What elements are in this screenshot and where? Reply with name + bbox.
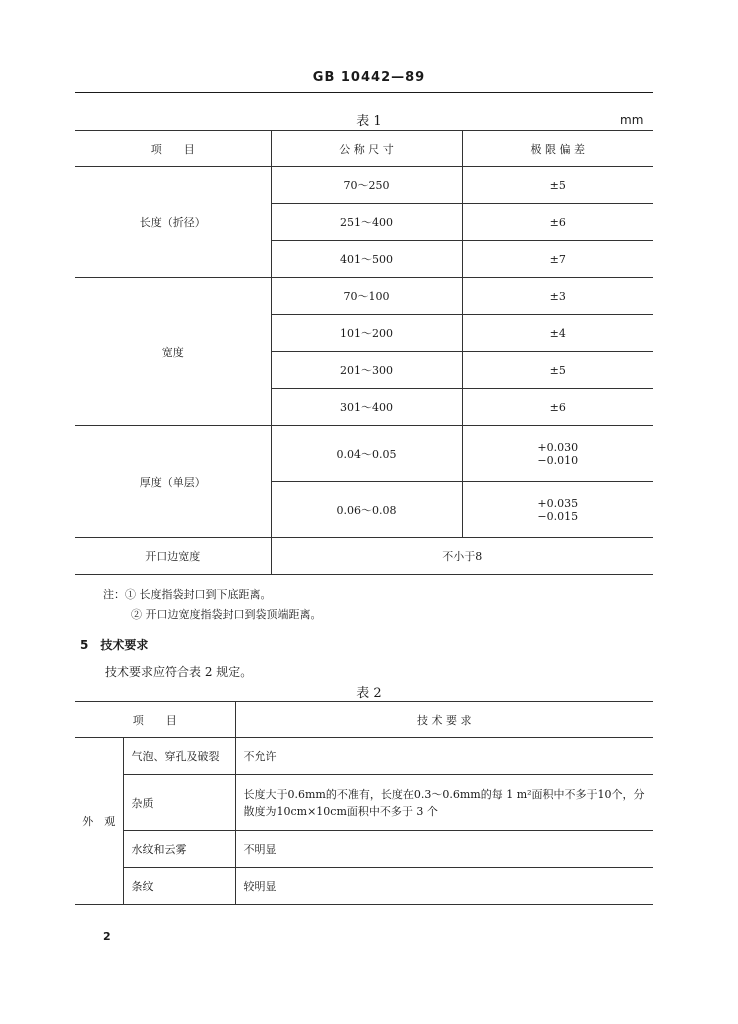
requirement-line-2: 散度为10cm×10cm面积中不多于 3 个: [243, 804, 438, 818]
table1-opening-value: 不小于8: [271, 538, 653, 575]
table2-requirement: 不明显: [235, 831, 653, 868]
table1-size: 0.06～0.08: [271, 482, 462, 538]
table1-size: 0.04～0.05: [271, 426, 462, 482]
note-1: 注：① 长度指袋封口到下底距离。: [103, 588, 272, 601]
requirement-line-1: 长度大于0.6mm的不准有，长度在0.3～0.6mm的每 1 m²面积中不多于10个，分: [243, 787, 645, 801]
table2-group-appearance: 外 观: [75, 738, 123, 905]
table2-requirement: [235, 775, 653, 831]
table2-caption: 表 2: [356, 686, 382, 701]
table1-tolerance: ±7: [462, 241, 653, 278]
note-2: ② 开口边宽度指袋封口到袋顶端距离。: [131, 608, 322, 621]
tolerance-lower: −0.010: [537, 453, 579, 467]
table1-unit: mm: [620, 113, 644, 127]
table1-item-length: 长度（折径）: [75, 167, 271, 278]
table2: [75, 701, 653, 905]
tolerance-upper: +0.030: [537, 440, 579, 454]
table1-size: 251～400: [271, 204, 462, 241]
table1-header-size: 公 称 尺 寸: [271, 131, 462, 167]
table2-header-requirement: 技 术 要 求: [235, 702, 653, 738]
table2-item: 杂质: [123, 775, 235, 831]
table2-item: 气泡、穿孔及破裂: [123, 738, 235, 775]
table2-item: 条纹: [123, 868, 235, 905]
table1-tolerance: ±5: [462, 352, 653, 389]
table2-item: 水纹和云雾: [123, 831, 235, 868]
table1-header-item: 项 目: [75, 131, 271, 167]
page-number: 2: [103, 930, 111, 943]
table1-size: 70～100: [271, 278, 462, 315]
table1-tolerance: ±5: [462, 167, 653, 204]
table1-caption: 表 1: [356, 114, 382, 129]
tolerance-lower: −0.015: [537, 509, 579, 523]
table1-size: 301～400: [271, 389, 462, 426]
tolerance-upper: +0.035: [537, 496, 579, 510]
table1: [75, 130, 653, 575]
table1-tolerance: ±3: [462, 278, 653, 315]
table2-header-item: 项 目: [75, 702, 235, 738]
table1-tolerance: ±6: [462, 204, 653, 241]
table1-size: 201～300: [271, 352, 462, 389]
table1-item-width: 宽度: [75, 278, 271, 426]
table1-size: 70～250: [271, 167, 462, 204]
table1-tolerance: [462, 426, 653, 482]
table1-item-thickness: 厚度（单层）: [75, 426, 271, 538]
table1-size: 401～500: [271, 241, 462, 278]
standard-code: GB 10442—89: [312, 70, 426, 85]
table1-tolerance: [462, 482, 653, 538]
table1-item-opening-width: 开口边宽度: [75, 538, 271, 575]
section-intro: 技术要求应符合表 2 规定。: [105, 665, 253, 679]
table2-requirement: 较明显: [235, 868, 653, 905]
table1-tolerance: ±4: [462, 315, 653, 352]
table2-requirement: 不允许: [235, 738, 653, 775]
table1-header-tolerance: 极 限 偏 差: [462, 131, 653, 167]
table1-size: 101～200: [271, 315, 462, 352]
table1-tolerance: ±6: [462, 389, 653, 426]
section-heading: 5 技术要求: [80, 638, 149, 652]
header-rule: [75, 92, 653, 93]
